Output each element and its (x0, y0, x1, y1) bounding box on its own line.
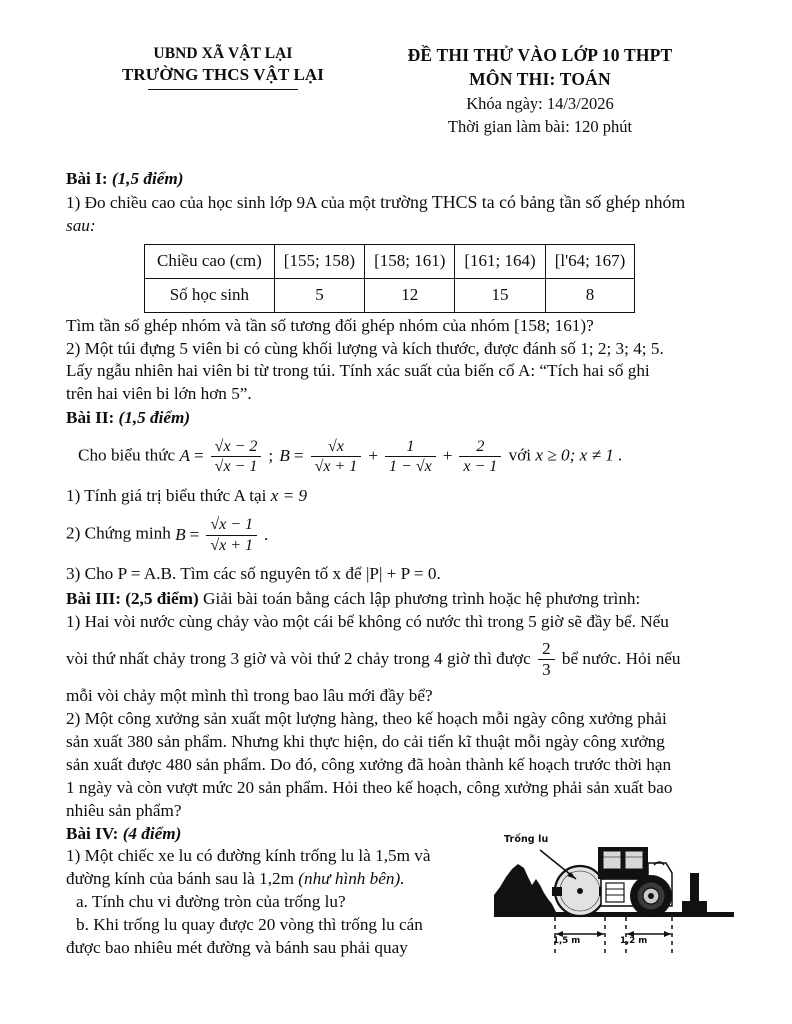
table-cell-count-0: 5 (274, 278, 364, 312)
exam-subject: MÔN THI: TOÁN (469, 68, 611, 89)
bai2-condition: x ≥ 0; x ≠ 1 . (535, 445, 623, 465)
cab-window-right (625, 851, 643, 869)
bai3-q2-line4: 1 ngày và còn vượt mức 20 sản phẩm. Hỏi theo kế hoạch, công xưởng phải sản xuất bao (66, 777, 673, 797)
bai4-question-column (66, 845, 498, 959)
road-roller-figure (494, 833, 734, 958)
bai3-q2-line1: 2) Một công xưởng sản xuất một lượng hàng, theo kế hoạch mỗi ngày công xưởng phải (66, 709, 667, 729)
bai1-points: (1,5 điểm) (111, 169, 184, 188)
table-cell-interval-1: [158; 161) (365, 244, 455, 278)
table-header-height: Chiều cao (cm) (145, 244, 275, 278)
bai1-q1-line2: sau: (66, 215, 96, 235)
cab-window-left (603, 851, 621, 869)
bai2-intro: Cho biểu thức (78, 445, 176, 465)
bai4-qb-line2: được bao nhiêu mét đường và bánh sau phải quay (66, 937, 408, 957)
dim-arrowhead-drum-right (597, 931, 604, 937)
roller-drum-hub (577, 888, 583, 894)
bai1-q1-text-b: trường THCS ta có bảng tần số ghép nhóm (380, 191, 686, 212)
bai3-q1-line1: 1) Hai vòi nước cùng chảy vào một cái bể không có nước thì trong 5 giờ sẽ đầy bể. Nếu (66, 611, 669, 631)
bai1-q1-text-a: 1) Đo chiều cao của học sinh lớp 9A của một (66, 192, 376, 212)
dim-arrowhead-wheel-right (664, 931, 671, 937)
fraction-A-denominator: √x − 1 (211, 456, 262, 475)
table-row-intervals (145, 244, 635, 278)
exam-title-block (360, 44, 720, 138)
bai2-heading (66, 407, 744, 430)
bai4-label: Bài IV: (66, 823, 119, 843)
bai4-points: (4 điểm) (122, 823, 182, 843)
table-cell-count-3: 8 (545, 278, 635, 312)
dimension-label-drum: 1,5 m (553, 936, 581, 946)
fraction-B-term1 (311, 438, 362, 476)
expression-B: B = $\frac{√x}{√x + 1}$ + $\frac{1}{1 - √x}$ + $\frac{2}{x - 1}$ (279, 438, 504, 476)
expression-A: A = $\frac{√x - 2}{√x - 1}$ ; (179, 438, 274, 476)
table-header-count: Số học sinh (145, 278, 275, 312)
rear-counterweight (682, 901, 707, 912)
exam-title: ĐỀ THI THỬ VÀO LỚP 10 THPT (407, 45, 673, 65)
fraction-two-thirds-denominator: 3 (538, 659, 555, 679)
fraction-A (211, 438, 262, 476)
road-roller-illustration (494, 833, 734, 958)
table-cell-interval-3: [l'64; 167) (545, 244, 635, 278)
bai4-q1-line1: 1) Một chiếc xe lu có đường kính trống lu là 1,5m và (66, 846, 431, 866)
bai2-q2-text: 2) Chứng minh (66, 524, 171, 544)
table-cell-interval-0: [155; 158) (274, 244, 364, 278)
expr-separator: ; (268, 446, 274, 466)
table-cell-count-1: 12 (365, 278, 455, 312)
expr-B2-name: B (175, 524, 186, 544)
bai3-heading-rest: Giải bài toán bằng cách lập phương trình hoặc hệ phương trình: (203, 588, 641, 608)
fraction-Bres-numerator: √x − 1 (210, 516, 253, 534)
fraction-B-term3 (459, 438, 501, 476)
header-underline (148, 89, 298, 91)
ground-line (494, 912, 734, 917)
bai1-label: Bài I: (66, 169, 108, 188)
fraction-B-result (206, 516, 257, 554)
bai2-label: Bài II: (66, 408, 115, 428)
bai3-heading (66, 588, 744, 611)
expression-B-result: B = $\frac{√x - 1}{√x + 1}$ . (175, 516, 269, 554)
bai3-q2-line5: nhiêu sản phẩm? (66, 800, 182, 820)
bai2-q3: 3) Cho P = A.B. Tìm các số nguyên tố x để |P| + P = 0. (66, 563, 441, 583)
bai2-q1 (66, 485, 744, 508)
bai4-qa: a. Tính chu vi đường tròn của trống lu? (76, 892, 346, 912)
frequency-table (144, 244, 635, 313)
exam-duration: Thời gian làm bài: 120 phút (447, 116, 633, 136)
bai3-q2-line2: sản xuất 380 sản phẩm. Nhưng khi thực hiện, do cải tiến kĩ thuật mỗi ngày công xưởng (66, 732, 665, 752)
section-bai-3 (66, 588, 744, 823)
bai3-q1-text-a: vòi thứ nhất chảy trong 3 giờ và vòi thứ 2 chảy trong 4 giờ thì được (66, 648, 531, 668)
exam-date: Khóa ngày: 14/3/2026 (466, 94, 614, 114)
expr-A-name: A (179, 446, 190, 466)
table-cell-interval-2: [161; 164) (455, 244, 545, 278)
bai1-q1-ask: Tìm tần số ghép nhóm và tần số tương đối ghép nhóm của nhóm [158; 161)? (66, 315, 594, 335)
bai4-q1-text: đường kính của bánh sau là 1,2m (66, 869, 294, 889)
school-header-block (88, 44, 358, 90)
bai1-q2-line3: trên hai viên bi lớn hơn 5”. (66, 384, 252, 404)
school-name: TRƯỜNG THCS VẬT LẠI (121, 65, 324, 85)
bai2-q2 (66, 516, 744, 554)
bai3-q1-text-b: bể nước. Hỏi nếu (561, 648, 681, 668)
table-row-counts (145, 278, 635, 312)
bai4-q1-note: (như hình bên). (298, 869, 405, 889)
school-name-wrap (88, 64, 358, 90)
bai2-expression-line (66, 438, 744, 476)
rear-wheel-hub (648, 893, 654, 899)
dimension-label-wheel: 1,2 m (620, 936, 648, 946)
bai3-points: (2,5 điểm) (125, 588, 199, 608)
rear-post (690, 873, 699, 903)
bai1-q2-line1: 2) Một túi đựng 5 viên bi có cùng khối lượng và kích thước, được đánh số 1; 2; 3; 4; 5. (66, 338, 664, 358)
fraction-B2-denominator: 1 − √x (385, 456, 436, 475)
bai1-heading (66, 168, 744, 191)
fraction-Bres-denominator: √x + 1 (206, 535, 257, 554)
bai2-condition-word: với (508, 445, 532, 465)
section-bai-1 (66, 168, 744, 406)
fraction-B1-denominator: √x + 1 (311, 456, 362, 475)
bai2-points: (1,5 điểm) (118, 408, 191, 428)
fraction-B2-numerator: 1 (406, 438, 415, 455)
bai1-q2-line2: Lấy ngẫu nhiên hai viên bi từ trong túi. Tính xác suất của biến cố A: “Tích hai số ghi (66, 361, 650, 381)
drum-bracket-left (552, 887, 562, 896)
bai3-q1-line2 (66, 640, 744, 680)
fraction-A-numerator: √x − 2 (214, 438, 258, 455)
bai2-q1-math: x = 9 (270, 485, 308, 505)
fraction-two-thirds-numerator: 2 (542, 638, 551, 658)
rock-pile-shape (494, 864, 556, 912)
fraction-two-thirds (538, 640, 555, 680)
authority-name: UBND XÃ VẬT LẠI (153, 45, 293, 62)
bai3-q1-line3: mỗi vòi chảy một mình thì trong bao lâu mới đầy bể? (66, 686, 433, 706)
bai1-q1-line1 (66, 191, 744, 215)
bai3-label: Bài III: (66, 588, 121, 608)
bai3-q2-line3: sản xuất được 480 sản phẩm. Do đó, công xưởng đã hoàn thành kế hoạch trước thời hạn (66, 754, 672, 774)
fraction-B-term2 (385, 438, 436, 476)
section-bai-2 (66, 407, 744, 586)
bai4-q1-line2 (66, 868, 498, 891)
fraction-B3-denominator: x − 1 (459, 456, 501, 475)
table-cell-count-2: 15 (455, 278, 545, 312)
chassis-grille (606, 883, 624, 902)
document-header (0, 44, 792, 144)
bai2-q1-text: 1) Tính giá trị biểu thức A tại (66, 485, 267, 505)
fraction-B3-numerator: 2 (476, 438, 485, 455)
bai4-qb-line1: b. Khi trống lu quay được 20 vòng thì trống lu cán (76, 915, 423, 935)
drum-callout-label: Trống lu (504, 834, 549, 845)
fraction-B1-numerator: √x (328, 438, 344, 455)
expr-B-name: B (279, 446, 290, 466)
